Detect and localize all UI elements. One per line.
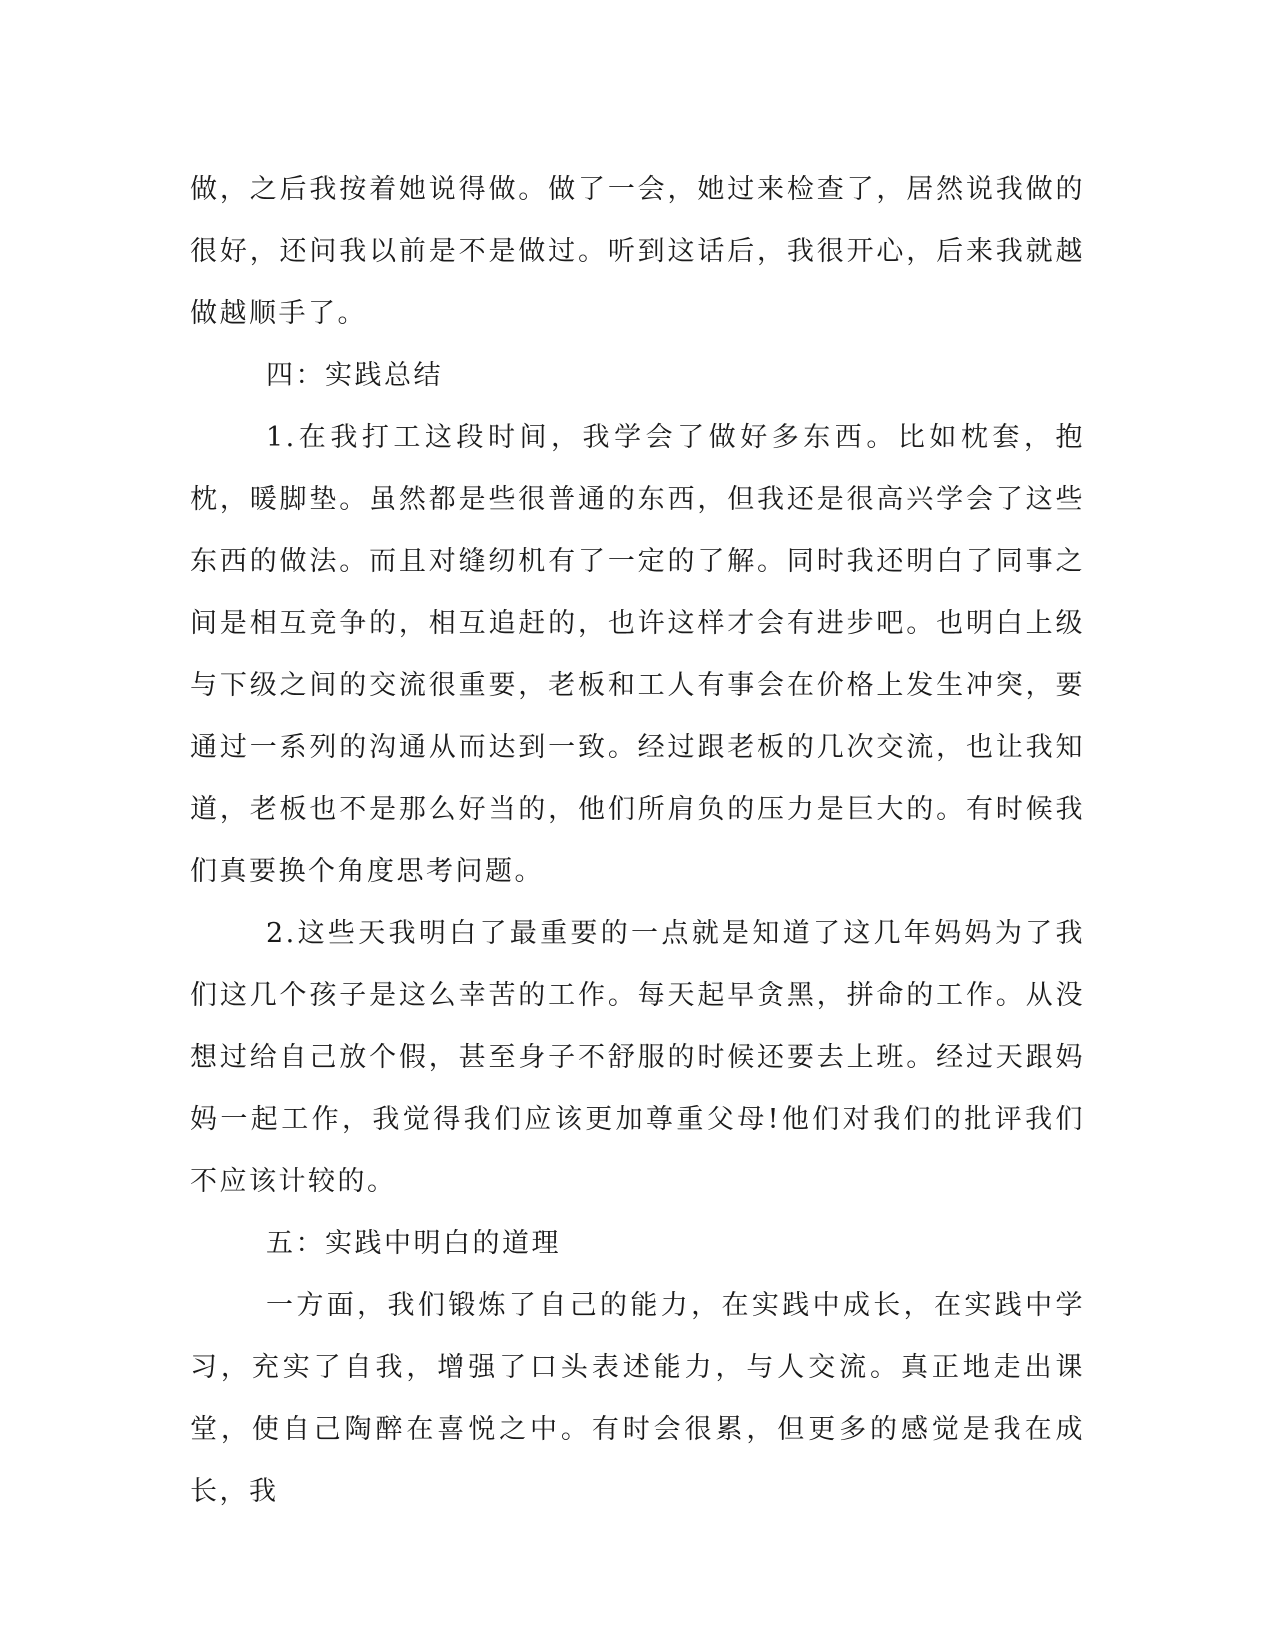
section-heading-summary: 四：实践总结	[266, 360, 443, 391]
paragraph-summary-point-2: 2.这些天我明白了最重要的一点就是知道了这几年妈妈为了我们这几个孩子是这么幸苦的工作。每天起早贪黑，拼命的工作。从没想过给自己放个假，甚至身子不舒服的时候还要去上班。经过天跟妈妈一起工作，我觉得我们应该更加尊重父母!他们对我们的批评我们不应该计较的。	[190, 918, 1085, 1197]
paragraph-continuation: 做，之后我按着她说得做。做了一会，她过来检查了，居然说我做的很好，还问我以前是不是做过。听到这话后，我很开心，后来我就越做越顺手了。	[190, 174, 1085, 329]
document-body	[190, 159, 1085, 1523]
section-heading-lessons: 五：实践中明白的道理	[266, 1228, 561, 1259]
paragraph-summary-point-1: 1.在我打工这段时间，我学会了做好多东西。比如枕套，抱枕，暖脚垫。虽然都是些很普通的东西，但我还是很高兴学会了这些东西的做法。而且对缝纫机有了一定的了解。同时我还明白了同事之间是相互竞争的，相互追赶的，也许这样才会有进步吧。也明白上级与下级之间的交流很重要，老板和工人有事会在价格上发生冲突，要通过一系列的沟通从而达到一致。经过跟老板的几次交流，也让我知道，老板也不是那么好当的，他们所肩负的压力是巨大的。有时候我们真要换个角度思考问题。	[190, 422, 1085, 887]
paragraph-lessons: 一方面，我们锻炼了自己的能力，在实践中成长，在实践中学习，充实了自我，增强了口头表述能力，与人交流。真正地走出课堂，使自己陶醉在喜悦之中。有时会很累，但更多的感觉是我在成长，我	[190, 1290, 1085, 1507]
